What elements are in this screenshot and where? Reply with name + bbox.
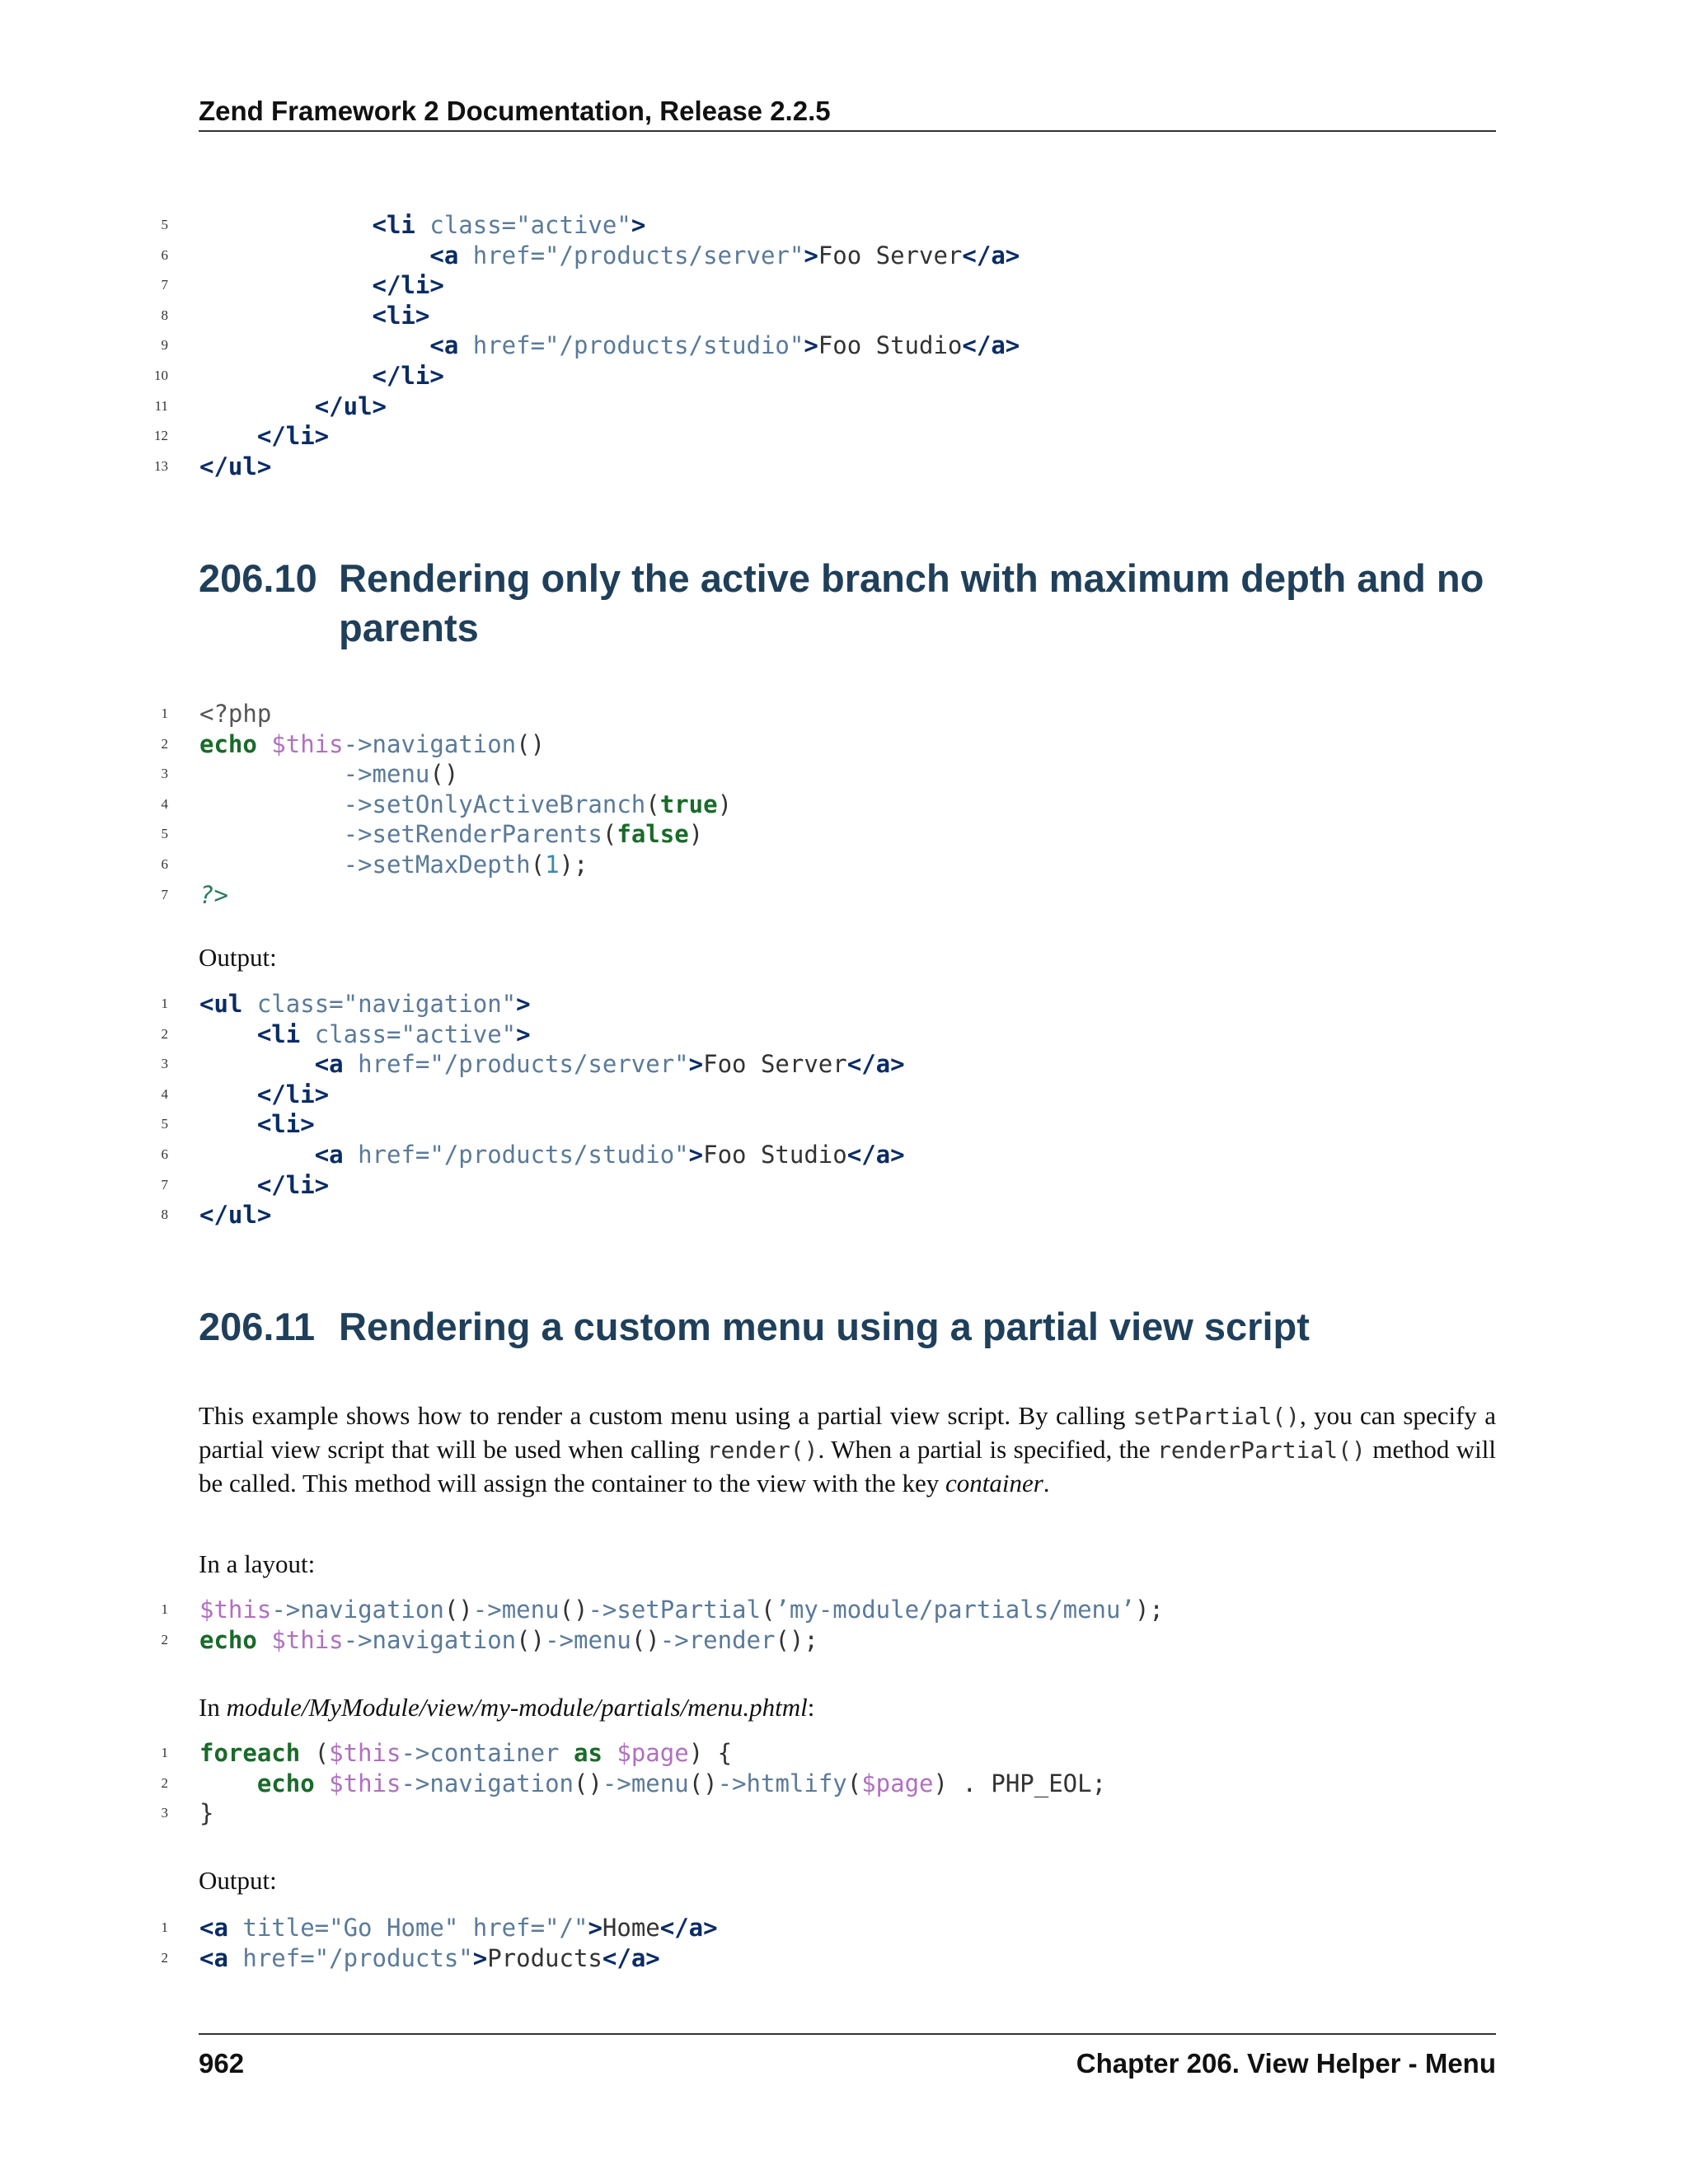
code-token: ); [1134,1596,1164,1624]
code-token: </li> [256,1170,330,1199]
code-token [603,1739,617,1767]
line-number: 3 [161,766,168,782]
code-token: </ul> [199,1201,272,1230]
code-line [148,729,1500,760]
running-footer [199,2033,1496,2079]
code-line [148,1170,1500,1201]
code-token: -> [401,1769,430,1797]
code-token: <a [314,1050,344,1079]
code-block-html-output [148,989,1500,1230]
code-token: <a [199,1943,228,1972]
code-token: container [429,1739,560,1767]
code-text [199,1769,1106,1799]
code-text [199,1738,732,1769]
line-number: 8 [161,307,168,323]
code-token: <li> [372,301,430,330]
code-token: setOnlyActiveBranch [372,790,646,818]
code-line [148,421,1500,452]
code-token: -> [343,850,373,879]
code-block-html-continuation [148,210,1500,481]
code-token: navigation [372,1625,517,1654]
line-number: 7 [161,277,168,293]
code-token: -> [717,1769,747,1797]
code-token: () [631,1625,660,1654]
code-line [148,1943,1500,1974]
code-line [148,361,1500,391]
code-line [148,1080,1500,1110]
code-token: </a> [846,1050,905,1079]
line-number: 4 [161,1085,168,1102]
code-token: > [516,990,531,1018]
code-token: -> [602,1769,631,1797]
code-token: ) [688,820,704,849]
code-token: </li> [372,361,444,390]
code-token: "/products/server" [429,1050,689,1079]
code-line [148,1109,1500,1140]
line-number: 5 [161,217,168,232]
code-text [199,452,271,482]
emphasis-container: container [945,1469,1043,1497]
code-token: > [804,241,818,269]
code-text [199,699,271,729]
code-token: <ul [199,990,243,1018]
code-block-php-partial [148,1738,1500,1829]
code-text [199,241,1020,271]
code-line [148,1595,1500,1625]
code-line [148,330,1500,361]
paragraph-text: method will be called. This method will assign the container to the view with the key [199,1435,1497,1497]
code-text [199,391,387,422]
code-text [199,1200,271,1230]
paragraph-text: , you can specify a partial view script that will be used when calling [199,1401,1497,1464]
code-token: "/products/studio" [429,1140,689,1169]
code-token: -> [588,1596,617,1624]
code-token: </a> [962,241,1020,269]
code-line [148,790,1500,820]
code-text [199,989,531,1019]
code-text [199,421,329,452]
code-token: </a> [602,1943,660,1972]
code-block-php-active-branch [148,699,1500,910]
section-heading-206-11 [199,1302,1501,1353]
code-token: ( [602,820,617,849]
code-token: <a [199,1914,228,1942]
code-token: () [516,1625,546,1654]
code-token: </ul> [199,452,272,480]
line-number: 3 [161,1056,168,1072]
code-token: () [559,1596,588,1624]
code-token: navigation [429,1769,574,1797]
code-token: setPartial [617,1596,761,1624]
code-token: $this [271,1625,344,1654]
code-token: <a [314,1140,344,1169]
code-token: -> [343,760,373,789]
section-title: Rendering only the active branch with maximum depth and no parents [339,556,1484,649]
label-suffix: : [807,1693,815,1722]
code-line [148,1913,1500,1943]
code-token: menu [574,1625,631,1654]
code-token: $this [329,1739,401,1767]
code-token: "active" [516,211,631,239]
code-token: href= [343,1050,430,1079]
code-text [199,1595,1164,1625]
line-number: 6 [161,855,168,872]
intro-paragraph [199,1399,1496,1500]
code-token: </li> [256,1080,330,1108]
code-text [199,270,444,301]
code-token: <?php [199,700,272,728]
inline-code-setpartial: setPartial() [1132,1403,1301,1430]
code-token: ) . PHP_EOL; [933,1769,1107,1797]
line-number: 5 [161,826,168,842]
code-token: -> [545,1625,574,1654]
code-line [148,989,1500,1019]
code-token: as [573,1739,603,1767]
code-token: </a> [962,331,1020,360]
code-line [148,1049,1500,1080]
code-token: Foo Studio [703,1140,847,1169]
code-line [148,1200,1500,1230]
line-number: 11 [154,397,168,414]
code-text [199,1913,718,1943]
label-prefix: In [199,1693,227,1722]
code-line [148,1625,1500,1656]
line-number: 2 [161,1949,168,1966]
code-token: Home [602,1914,660,1942]
code-text [199,301,429,331]
code-text [199,880,228,911]
code-token: ?> [199,880,228,909]
code-token: <a [429,331,459,360]
line-number: 1 [161,1745,168,1760]
code-line [148,1019,1500,1050]
code-token: "/products" [314,1943,473,1972]
code-token: class= [415,211,517,239]
in-file-label [199,1691,1496,1724]
code-text [199,1109,315,1140]
code-token [560,1739,574,1767]
code-token: <li [256,1019,301,1048]
code-token: -> [659,1625,689,1654]
code-token: href= [458,331,546,360]
code-token: ( [300,1739,330,1767]
code-token: ( [760,1596,776,1624]
code-token: class= [242,990,344,1018]
code-text [199,1798,213,1829]
code-token: "/products/server" [545,241,804,269]
section-heading-206-10 [199,554,1501,656]
code-text [199,729,545,760]
code-token [257,730,271,758]
code-token: -> [343,1625,373,1654]
section-title: Rendering a custom menu using a partial view script [339,1305,1310,1348]
line-number: 7 [161,886,168,902]
page-number: 962 [199,2048,245,2079]
line-number: 13 [154,457,168,474]
code-token: -> [343,729,373,758]
code-token: echo [199,729,257,758]
code-text [199,330,1020,361]
output-label: Output: [199,943,277,972]
code-token: menu [501,1596,560,1624]
line-number: 5 [161,1116,168,1132]
code-text [199,1625,818,1656]
line-number: 2 [161,735,168,752]
code-token: > [472,1943,488,1972]
code-token: href= [343,1140,430,1169]
code-token: $this [329,1769,401,1797]
code-token: > [688,1140,704,1169]
code-token: setMaxDepth [372,850,531,879]
paragraph-text: . [1043,1469,1050,1497]
line-number: 2 [161,1631,168,1647]
code-token: ) { [688,1739,733,1767]
code-token: </a> [659,1914,718,1942]
line-number: 1 [161,1919,168,1935]
code-token: ( [645,790,660,818]
code-line [148,1140,1500,1170]
code-line [148,1738,1500,1769]
code-token: menu [372,760,430,789]
code-line [148,452,1500,482]
line-number: 2 [161,1025,168,1042]
code-token: (); [775,1625,818,1654]
code-token: </a> [846,1140,905,1169]
code-token: -> [271,1596,301,1624]
code-line [148,819,1500,850]
code-text [199,1080,329,1110]
code-line [148,880,1500,911]
code-text [199,1140,905,1170]
inline-code-render: render() [706,1436,818,1464]
code-line [148,391,1500,422]
code-token: > [588,1914,603,1942]
code-token: </li> [256,422,330,451]
code-token: () [688,1769,718,1797]
line-number: 8 [161,1207,168,1223]
code-token: <li> [256,1110,315,1139]
code-text [199,759,458,790]
code-token: "/" [545,1914,588,1942]
code-token: () [574,1769,603,1797]
code-line [148,1769,1500,1799]
code-token: ( [530,850,546,879]
code-token [257,1626,271,1654]
code-line [148,850,1500,880]
paragraph-text: . When a partial is specified, the [818,1435,1158,1464]
line-number: 1 [161,705,168,721]
output-label: Output: [199,1866,277,1895]
code-line [148,210,1500,241]
code-text [199,1049,905,1080]
code-token: $this [199,1596,272,1624]
code-token: () [443,1596,473,1624]
code-token: () [516,729,546,758]
inline-code-renderpartial: renderPartial() [1157,1436,1366,1464]
line-number: 1 [161,996,168,1011]
code-line [148,759,1500,790]
code-line [148,241,1500,271]
line-number: 4 [161,795,168,812]
code-line [148,301,1500,331]
line-number: 3 [161,1805,168,1821]
code-token: "Go Home" [329,1914,459,1942]
code-token: Foo Studio [818,331,963,360]
code-token: Foo Server [818,241,963,269]
code-text [199,790,732,820]
code-token: > [688,1050,704,1079]
code-text [199,850,588,880]
code-token: </li> [372,271,444,300]
code-token: ( [846,1769,862,1797]
code-token: -> [343,820,373,849]
code-token: } [199,1799,214,1828]
code-token: class= [300,1019,401,1048]
code-token: echo [256,1769,315,1797]
code-text [199,1943,660,1974]
code-token: <a [429,241,459,269]
code-token: > [631,211,646,239]
code-line [148,699,1500,729]
file-path: module/MyModule/view/my-module/partials/menu.phtml [226,1693,808,1722]
code-text [199,210,645,241]
code-block-php-layout [148,1595,1500,1655]
line-number: 9 [161,337,168,354]
chapter-title: Chapter 206. View Helper - Menu [1076,2048,1496,2079]
code-text [199,361,444,391]
code-token: $this [271,729,344,758]
code-block-html-links-output [148,1913,1500,1973]
line-number: 1 [161,1601,168,1617]
line-number: 2 [161,1774,168,1791]
code-token: false [617,820,689,849]
code-token: href= [458,241,546,269]
code-line [148,1798,1500,1829]
code-token: > [804,331,818,360]
code-token: "navigation" [343,990,517,1018]
code-token: > [516,1019,531,1048]
code-token: render [688,1625,776,1654]
code-token: true [659,790,718,818]
line-number: 10 [154,367,168,383]
section-number: 206.11 [199,1305,316,1348]
code-token: 1 [545,850,560,879]
running-header: Zend Framework 2 Documentation, Release 2.2.5 [199,92,1496,132]
line-number: 6 [161,1146,168,1162]
code-token: setRenderParents [372,820,603,849]
code-token: $page [617,1739,689,1767]
code-text [199,1170,329,1201]
paragraph-text: This example shows how to render a custom menu using a partial view script. By calling [199,1401,1133,1430]
code-token: ); [559,850,588,879]
code-token: <li [372,211,415,239]
code-token: ’my-module/partials/menu’ [775,1596,1135,1624]
code-token: href= [227,1943,315,1972]
in-layout-label: In a layout: [199,1549,316,1578]
code-token: -> [472,1596,502,1624]
code-token: </ul> [314,391,387,420]
code-token: -> [343,790,373,818]
line-number: 7 [161,1176,168,1193]
code-token: Foo Server [703,1050,847,1079]
code-token: "active" [401,1019,517,1048]
code-token: -> [401,1739,430,1767]
line-number: 12 [154,428,168,444]
code-text [199,1019,531,1050]
section-number: 206.10 [199,556,317,600]
code-token: () [429,760,459,789]
code-token: navigation [300,1596,444,1624]
code-token: echo [199,1625,257,1654]
code-token: menu [631,1769,689,1797]
code-token: foreach [199,1739,301,1767]
code-token: htmlify [746,1769,847,1797]
code-token: $page [861,1769,934,1797]
code-token [315,1769,329,1797]
code-line [148,270,1500,301]
code-text [199,819,703,850]
code-token: title= [227,1914,330,1942]
code-token: "/products/studio" [545,331,804,360]
code-token: navigation [372,729,517,758]
code-token: ) [717,790,733,818]
code-token: Products [487,1943,603,1972]
code-token: href= [458,1914,546,1942]
line-number: 6 [161,246,168,263]
